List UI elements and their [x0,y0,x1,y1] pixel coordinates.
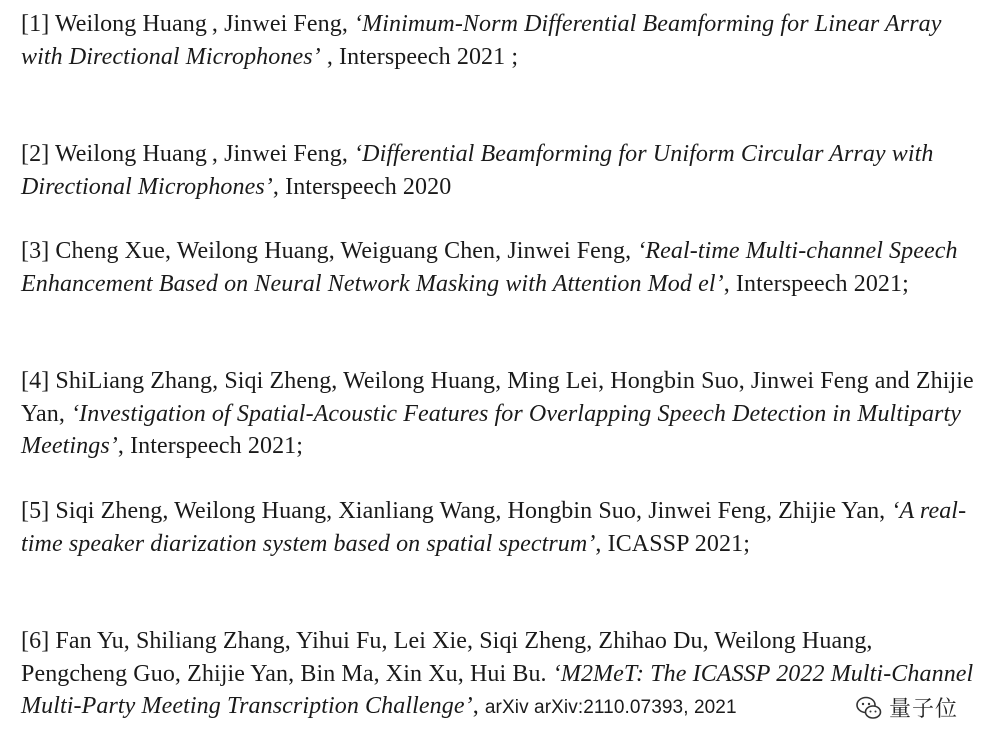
wechat-icon [855,694,883,722]
ref-authors: Cheng Xue, Weilong Huang, Weiguang Chen, Jinwei Feng, [55,238,638,264]
reference-6 [21,625,976,725]
ref-venue: , Interspeech 2020 [272,173,452,200]
ref-title: ‘Real-time Multi-channel Speech Enhancement Based on Neural Network Masking with Attention Mod el’ [21,238,958,297]
watermark [851,690,964,725]
ref-authors: Weilong Huang , Jinwei Feng, [54,11,355,37]
ref-number: [2] [21,141,50,167]
ref-title: ‘Investigation of Spatial-Acoustic Features for Overlapping Speech Detection in Multiparty Meetings’ [21,400,962,459]
watermark-text: 量子位 [888,697,958,722]
ref-authors: Fan Yu, Shiliang Zhang, Yihui Fu, Lei Xie, Siqi Zheng, Zhihao Du, Weilong Huang, Pengcheng Guo, Zhijie Yan, Bin Ma, Xin Xu, Hui Bu. [21,628,873,687]
ref-venue: , Interspeech 2021; [117,433,304,459]
ref-venue: , Interspeech 2021; [723,270,909,297]
reference-4 [21,365,976,463]
ref-authors: ShiLiang Zhang, Siqi Zheng, Weilong Huang, Ming Lei, Hongbin Suo, Jinwei Feng and Zhijie Yan, [21,368,974,427]
ref-venue: , [472,693,485,719]
ref-number: [6] [21,628,50,654]
ref-title: ‘A real-time speaker diarization system based on spatial spectrum’ [21,498,967,557]
reference-5 [21,495,976,560]
ref-number: [4] [21,368,50,394]
ref-venue: , Interspeech 2021 ; [320,43,519,70]
ref-arxiv: arXiv arXiv:2110.07393, 2021 [484,697,737,718]
ref-authors: Weilong Huang , Jinwei Feng, [54,141,355,167]
ref-number: [3] [21,238,50,264]
ref-title: ‘Differential Beamforming for Uniform Circular Array with Directional Microphones’ [21,141,934,200]
ref-title: ‘M2MeT: The ICASSP 2022 Multi-Channel Multi-Party Meeting Transcription Challenge’ [21,660,974,719]
reference-3 [21,235,976,300]
ref-number: [5] [21,498,50,524]
ref-number: [1] [21,11,50,37]
ref-title: ‘Minimum-Norm Differential Beamforming for Linear Array with Directional Microphones’ [21,11,942,70]
reference-1 [21,8,976,73]
ref-venue: , ICASSP 2021; [595,530,750,557]
ref-authors: Siqi Zheng, Weilong Huang, Xianliang Wang, Hongbin Suo, Jinwei Feng, Zhijie Yan, [55,498,892,524]
reference-2 [21,138,976,203]
